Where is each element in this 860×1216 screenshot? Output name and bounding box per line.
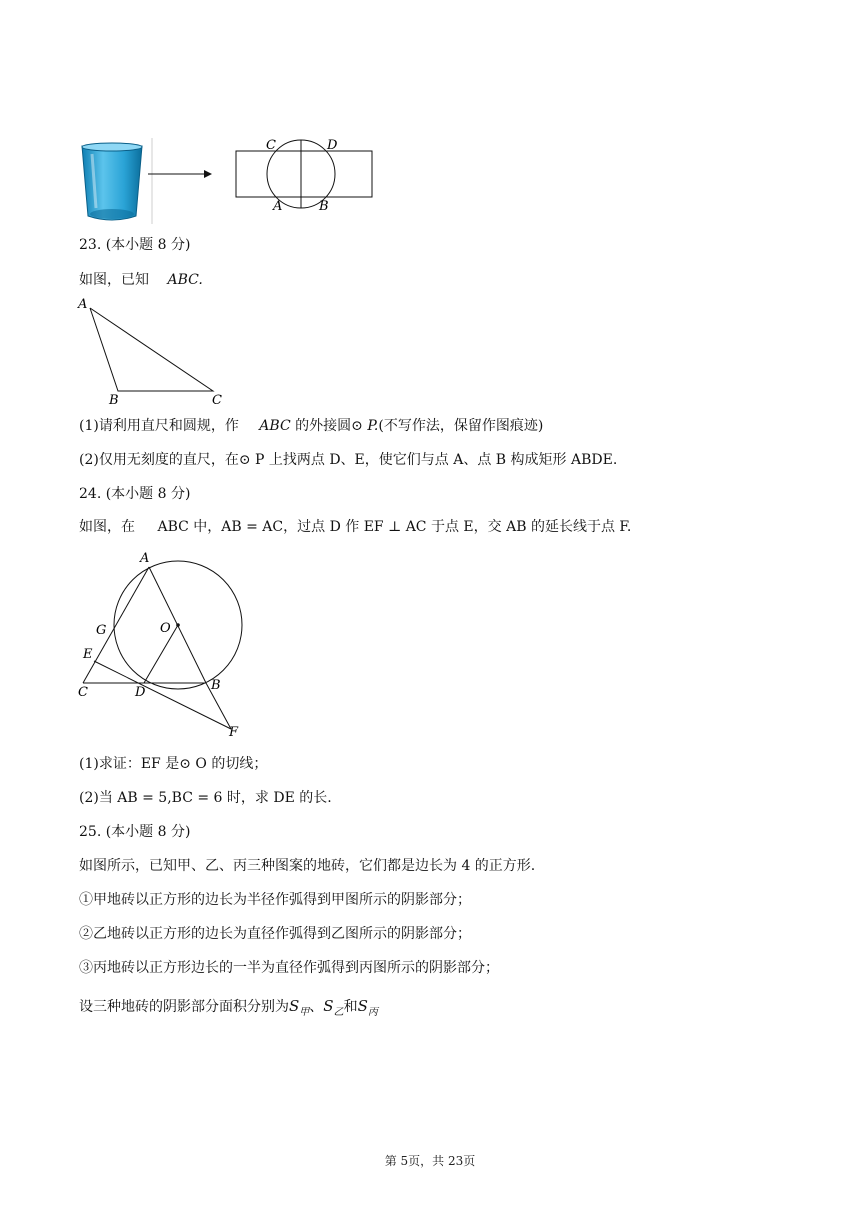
- q24-label-b: B: [211, 678, 221, 693]
- q24-label-g: G: [96, 623, 107, 638]
- q23-part1-p: P.: [367, 418, 379, 434]
- arrow-icon: [146, 166, 216, 182]
- q25-sub3: 丙: [367, 1006, 378, 1018]
- q25-item-1: ①甲地砖以正方形的边长为半径作弧得到甲图所示的阴影部分；: [79, 892, 471, 908]
- cylinder-net-figure: [228, 136, 378, 214]
- q23-heading: 23. (本小题 8 分): [79, 237, 191, 253]
- q24-circle-figure: [72, 546, 252, 742]
- q23-part1-suffix: (不写作法，保留作图痕迹): [378, 418, 544, 434]
- q23-intro-math: ABC.: [167, 272, 203, 288]
- label-d: D: [327, 138, 338, 153]
- q23-part1-math: ABC: [259, 418, 291, 434]
- q25-last-line: [79, 997, 378, 1022]
- q24-label-f: F: [229, 725, 239, 740]
- q24-label-o: O: [160, 621, 171, 636]
- q23-intro-text: 如图，已知: [79, 272, 149, 288]
- q24-intro-prefix: 如图，在: [79, 519, 135, 535]
- q25-sub2: 乙: [333, 1006, 344, 1018]
- q23-label-b: B: [109, 393, 119, 406]
- q25-sep1: 、: [309, 999, 324, 1015]
- q25-s1: S: [289, 997, 300, 1015]
- q24-label-e: E: [83, 647, 93, 662]
- q23-label-c: C: [212, 393, 222, 406]
- q24-part1: (1)求证：EF 是⊙ O 的切线；: [79, 756, 268, 772]
- q24-label-a: A: [140, 551, 150, 566]
- cup-figure: [78, 138, 158, 226]
- q24-part2: (2)当 AB = 5,BC = 6 时，求 DE 的长.: [79, 790, 332, 806]
- q24-label-c: C: [78, 685, 88, 700]
- q23-triangle-figure: [74, 294, 234, 406]
- q25-s2: S: [323, 997, 334, 1015]
- q24-label-d: D: [135, 685, 146, 700]
- q25-and: 和: [343, 999, 358, 1015]
- q25-sub1: 甲: [299, 1006, 310, 1018]
- q23-part1: [79, 417, 543, 435]
- q23-label-a: A: [78, 297, 88, 312]
- page-footer: 第 5页，共 23页: [384, 1154, 476, 1168]
- q23-part2: (2)仅用无刻度的直尺，在⊙ P 上找两点 D、E，使它们与点 A、点 B 构成矩形 ABDE.: [79, 452, 618, 468]
- q23-part1-mid: 的外接圆⊙: [295, 418, 363, 434]
- q25-item-2: ②乙地砖以正方形的边长为直径作弧得到乙图所示的阴影部分；: [79, 926, 471, 942]
- q25-heading: 25. (本小题 8 分): [79, 824, 191, 840]
- q24-heading: 24. (本小题 8 分): [79, 486, 191, 502]
- q23-intro: [79, 271, 203, 289]
- q25-last-prefix: 设三种地砖的阴影部分面积分别为: [79, 999, 289, 1015]
- q24-intro: [79, 518, 631, 536]
- q25-item-3: ③丙地砖以正方形边长的一半为直径作弧得到丙图所示的阴影部分；: [79, 960, 499, 976]
- label-a: A: [273, 199, 283, 214]
- q25-intro: 如图所示，已知甲、乙、丙三种图案的地砖，它们都是边长为 4 的正方形.: [79, 858, 536, 874]
- q24-intro-text: ABC 中，AB = AC，过点 D 作 EF ⊥ AC 于点 E，交 AB 的延长线于点 F.: [157, 519, 632, 535]
- label-c: C: [266, 138, 276, 153]
- q25-s3: S: [357, 997, 368, 1015]
- label-b: B: [319, 199, 329, 214]
- q23-part1-prefix: (1)请利用直尺和圆规，作: [79, 418, 239, 434]
